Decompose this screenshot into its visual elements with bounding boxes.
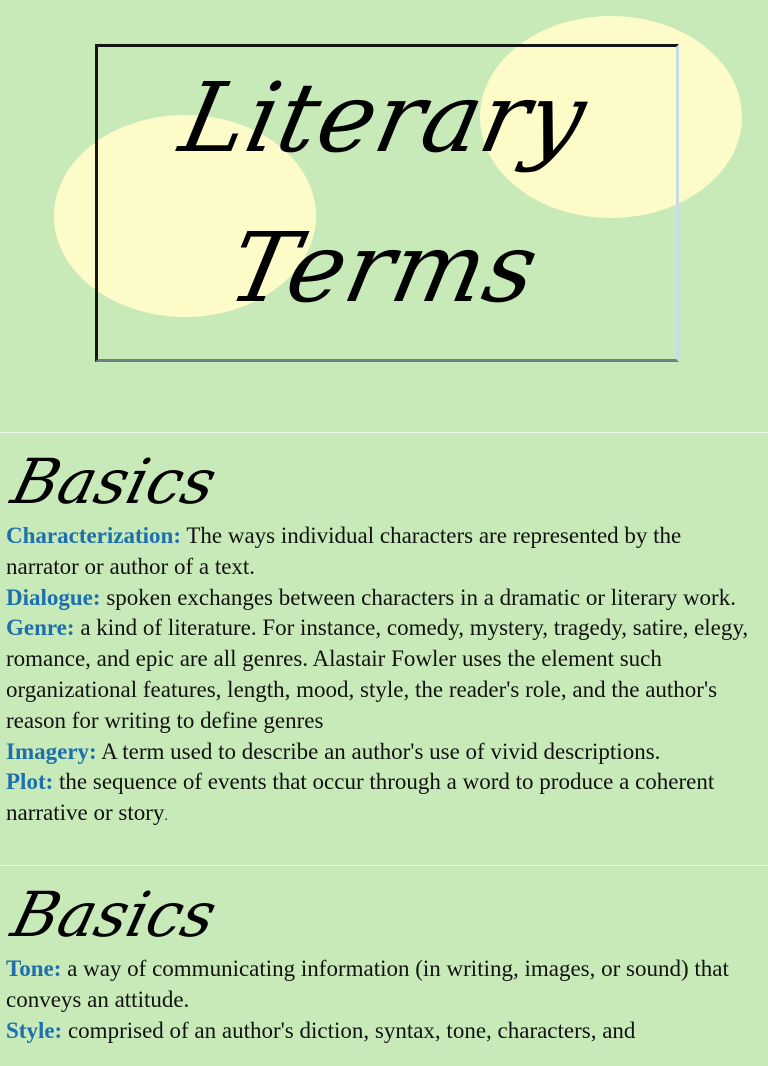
term-name: Plot: <box>6 769 54 795</box>
trailing-period: . <box>164 809 168 825</box>
term-genre <box>6 613 758 736</box>
term-definition: comprised of an author's diction, syntax, tone, characters, and <box>67 1017 636 1043</box>
term-list <box>6 954 758 1046</box>
title-slide <box>0 0 768 432</box>
page-title-line-2: Terms <box>219 212 549 324</box>
term-definition: the sequence of events that occur through a word to produce a coherent narrative or story <box>6 769 715 826</box>
basics-slide-1 <box>0 433 768 864</box>
term-definition: The ways individual characters are represented by the narrator or author of a text. <box>6 523 682 579</box>
term-name: Dialogue: <box>6 584 101 610</box>
term-name: Characterization: <box>6 523 181 548</box>
term-tone <box>6 954 758 1016</box>
term-characterization <box>6 521 758 583</box>
basics-slide-2 <box>0 866 768 1066</box>
term-definition: A term used to describe an author's use of vivid descriptions. <box>101 738 661 764</box>
term-definition: spoken exchanges between characters in a dramatic or literary work. <box>106 584 736 610</box>
section-heading: Basics <box>4 445 224 518</box>
term-name: Imagery: <box>6 738 97 764</box>
section-heading: Basics <box>4 878 224 951</box>
term-list <box>6 521 758 833</box>
term-imagery <box>6 737 758 768</box>
term-definition: a kind of literature. For instance, comedy, mystery, tragedy, satire, elegy, romance, and epic are all genres. Alastair Fowler uses the element such organizational features, length, mood, style, the reader's role, and the author's reason for writing to define genres <box>6 615 749 733</box>
term-dialogue <box>6 583 758 614</box>
term-plot <box>6 767 758 833</box>
term-name: Style: <box>6 1017 63 1043</box>
term-name: Tone: <box>6 956 62 981</box>
term-definition: a way of communicating information (in writing, images, or sound) that conveys an attitude. <box>6 956 729 1012</box>
page-title-line-1: Literary <box>171 62 597 174</box>
term-name: Genre: <box>6 615 75 641</box>
term-style <box>6 1016 758 1047</box>
